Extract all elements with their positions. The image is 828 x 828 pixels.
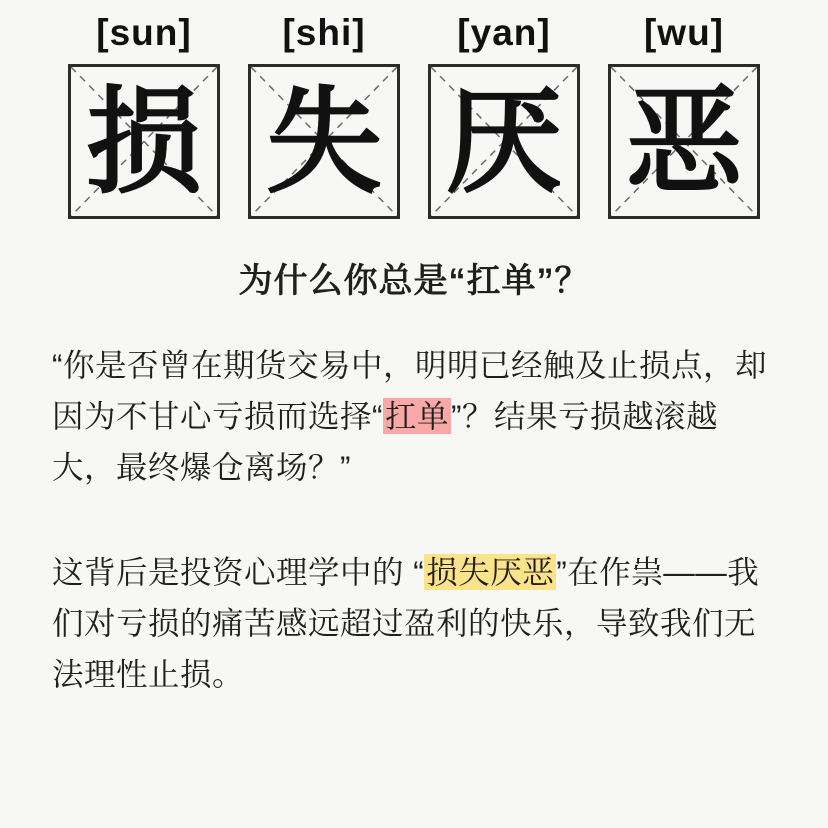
pinyin-2: [shi] — [282, 12, 366, 53]
pinyin-3: [yan] — [457, 12, 551, 53]
paragraph-2-part-1: 这背后是投资心理学中的 “ — [52, 554, 425, 591]
body-text — [52, 340, 776, 700]
paragraph-1-part-1: “你是否曾在期货交易中，明明已经触及止损点，却因为不甘心亏损而选择“ — [52, 347, 767, 435]
paragraph-explanation — [52, 547, 776, 700]
character-2: 失 — [266, 76, 382, 207]
paragraph-1-part-2: ”？结果亏损越滚越大，最终爆仓离场？” — [52, 398, 719, 486]
page-title: 为什么你总是“扛单”？ — [238, 262, 590, 300]
highlight-loss-aversion: 损失厌恶 — [426, 554, 555, 591]
character-1: 损 — [86, 76, 202, 207]
character-3: 厌 — [446, 76, 562, 207]
highlight-kang-dan: 扛单 — [385, 398, 450, 435]
pinyin-row — [0, 0, 828, 54]
character-box-4 — [608, 64, 760, 219]
pinyin-1: [sun] — [96, 12, 192, 53]
paragraph-2-part-2: ”在作祟——我们对亏损的痛苦感远超过盈利的快乐，导致我们无法理性止损。 — [52, 554, 760, 693]
character-box-3 — [428, 64, 580, 219]
pinyin-4: [wu] — [643, 12, 725, 53]
paragraph-quote — [52, 340, 776, 493]
character-4: 恶 — [626, 76, 742, 207]
character-box-2 — [248, 64, 400, 219]
character-box-row — [0, 64, 828, 219]
character-box-1 — [68, 64, 220, 219]
